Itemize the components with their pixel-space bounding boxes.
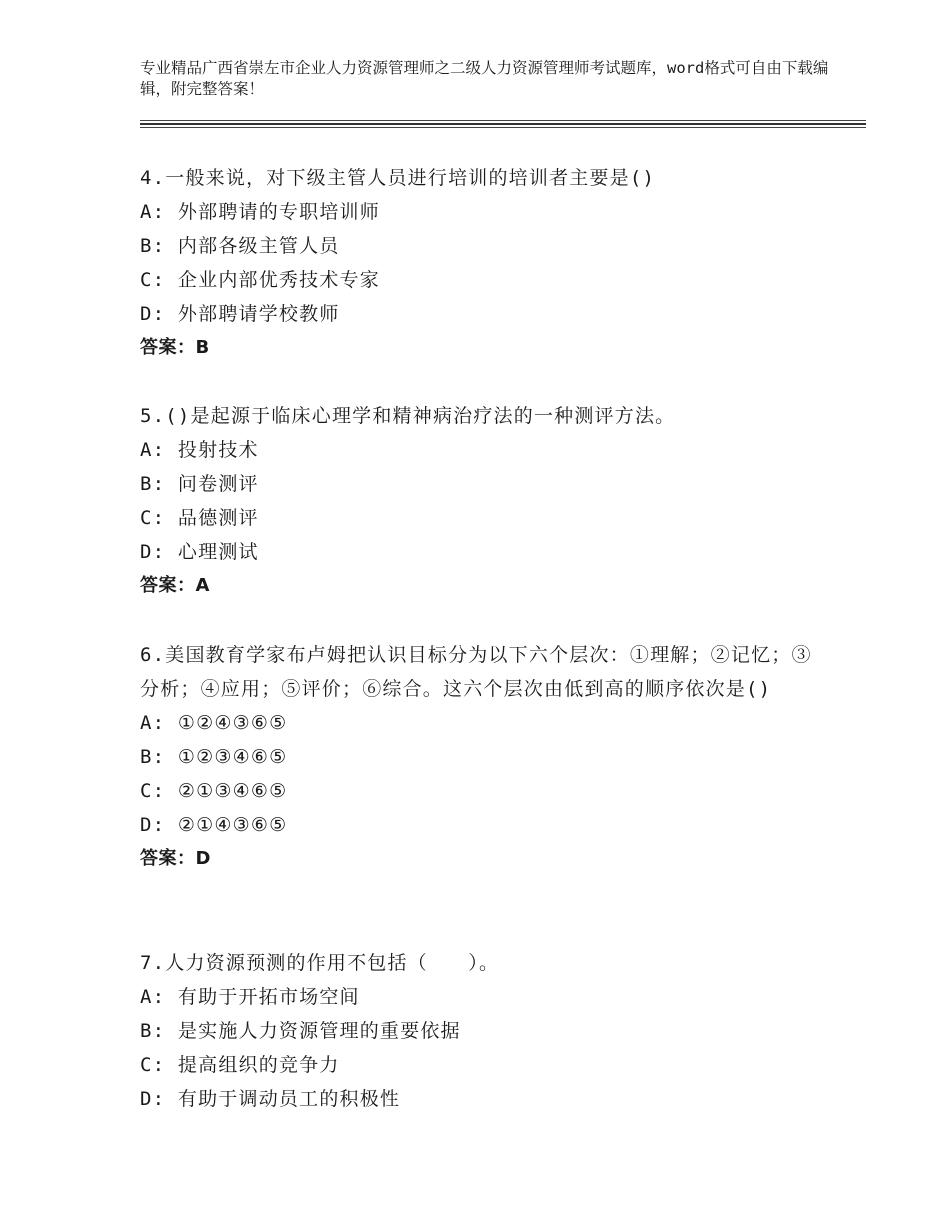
header-rule-middle bbox=[140, 123, 866, 125]
question-4 bbox=[140, 161, 820, 365]
option-a: A: 外部聘请的专职培训师 bbox=[140, 201, 380, 223]
question-5 bbox=[140, 399, 820, 603]
answer: 答案：D bbox=[140, 848, 211, 869]
option-c: C: 提高组织的竞争力 bbox=[140, 1054, 340, 1076]
document-header: 专业精品广西省崇左市企业人力资源管理师之二级人力资源管理师考试题库，word格式可自由下载编辑，附完整答案！ bbox=[140, 59, 829, 98]
option-a: A: 有助于开拓市场空间 bbox=[140, 986, 360, 1008]
question-stem: 6.美国教育学家布卢姆把认识目标分为以下六个层次：①理解；②记忆；③分析；④应用；⑤评价；⑥综合。这六个层次由低到高的顺序依次是() bbox=[140, 644, 812, 700]
option-b: B: 问卷测评 bbox=[140, 473, 259, 495]
answer: 答案：B bbox=[140, 337, 210, 358]
option-c: C: 品德测评 bbox=[140, 507, 259, 529]
option-a: A: ①②④③⑥⑤ bbox=[140, 712, 288, 734]
option-d: D: 外部聘请学校教师 bbox=[140, 303, 340, 325]
option-d: D: 有助于调动员工的积极性 bbox=[140, 1088, 401, 1110]
option-d: D: ②①④③⑥⑤ bbox=[140, 814, 288, 836]
option-b: B: ①②③④⑥⑤ bbox=[140, 746, 288, 768]
question-stem: 5.()是起源于临床心理学和精神病治疗法的一种测评方法。 bbox=[140, 405, 676, 427]
question-stem: 4.一般来说，对下级主管人员进行培训的培训者主要是() bbox=[140, 167, 656, 189]
header-rule-top bbox=[140, 120, 866, 121]
question-stem: 7.人力资源预测的作用不包括（ ）。 bbox=[140, 952, 500, 974]
question-7 bbox=[140, 946, 820, 1116]
option-d: D: 心理测试 bbox=[140, 541, 259, 563]
option-a: A: 投射技术 bbox=[140, 439, 259, 461]
header-rule-bottom bbox=[140, 127, 866, 128]
option-b: B: 是实施人力资源管理的重要依据 bbox=[140, 1020, 461, 1042]
option-c: C: ②①③④⑥⑤ bbox=[140, 780, 288, 802]
option-c: C: 企业内部优秀技术专家 bbox=[140, 269, 380, 291]
answer: 答案：A bbox=[140, 575, 210, 596]
option-b: B: 内部各级主管人员 bbox=[140, 235, 340, 257]
question-6 bbox=[140, 638, 820, 876]
